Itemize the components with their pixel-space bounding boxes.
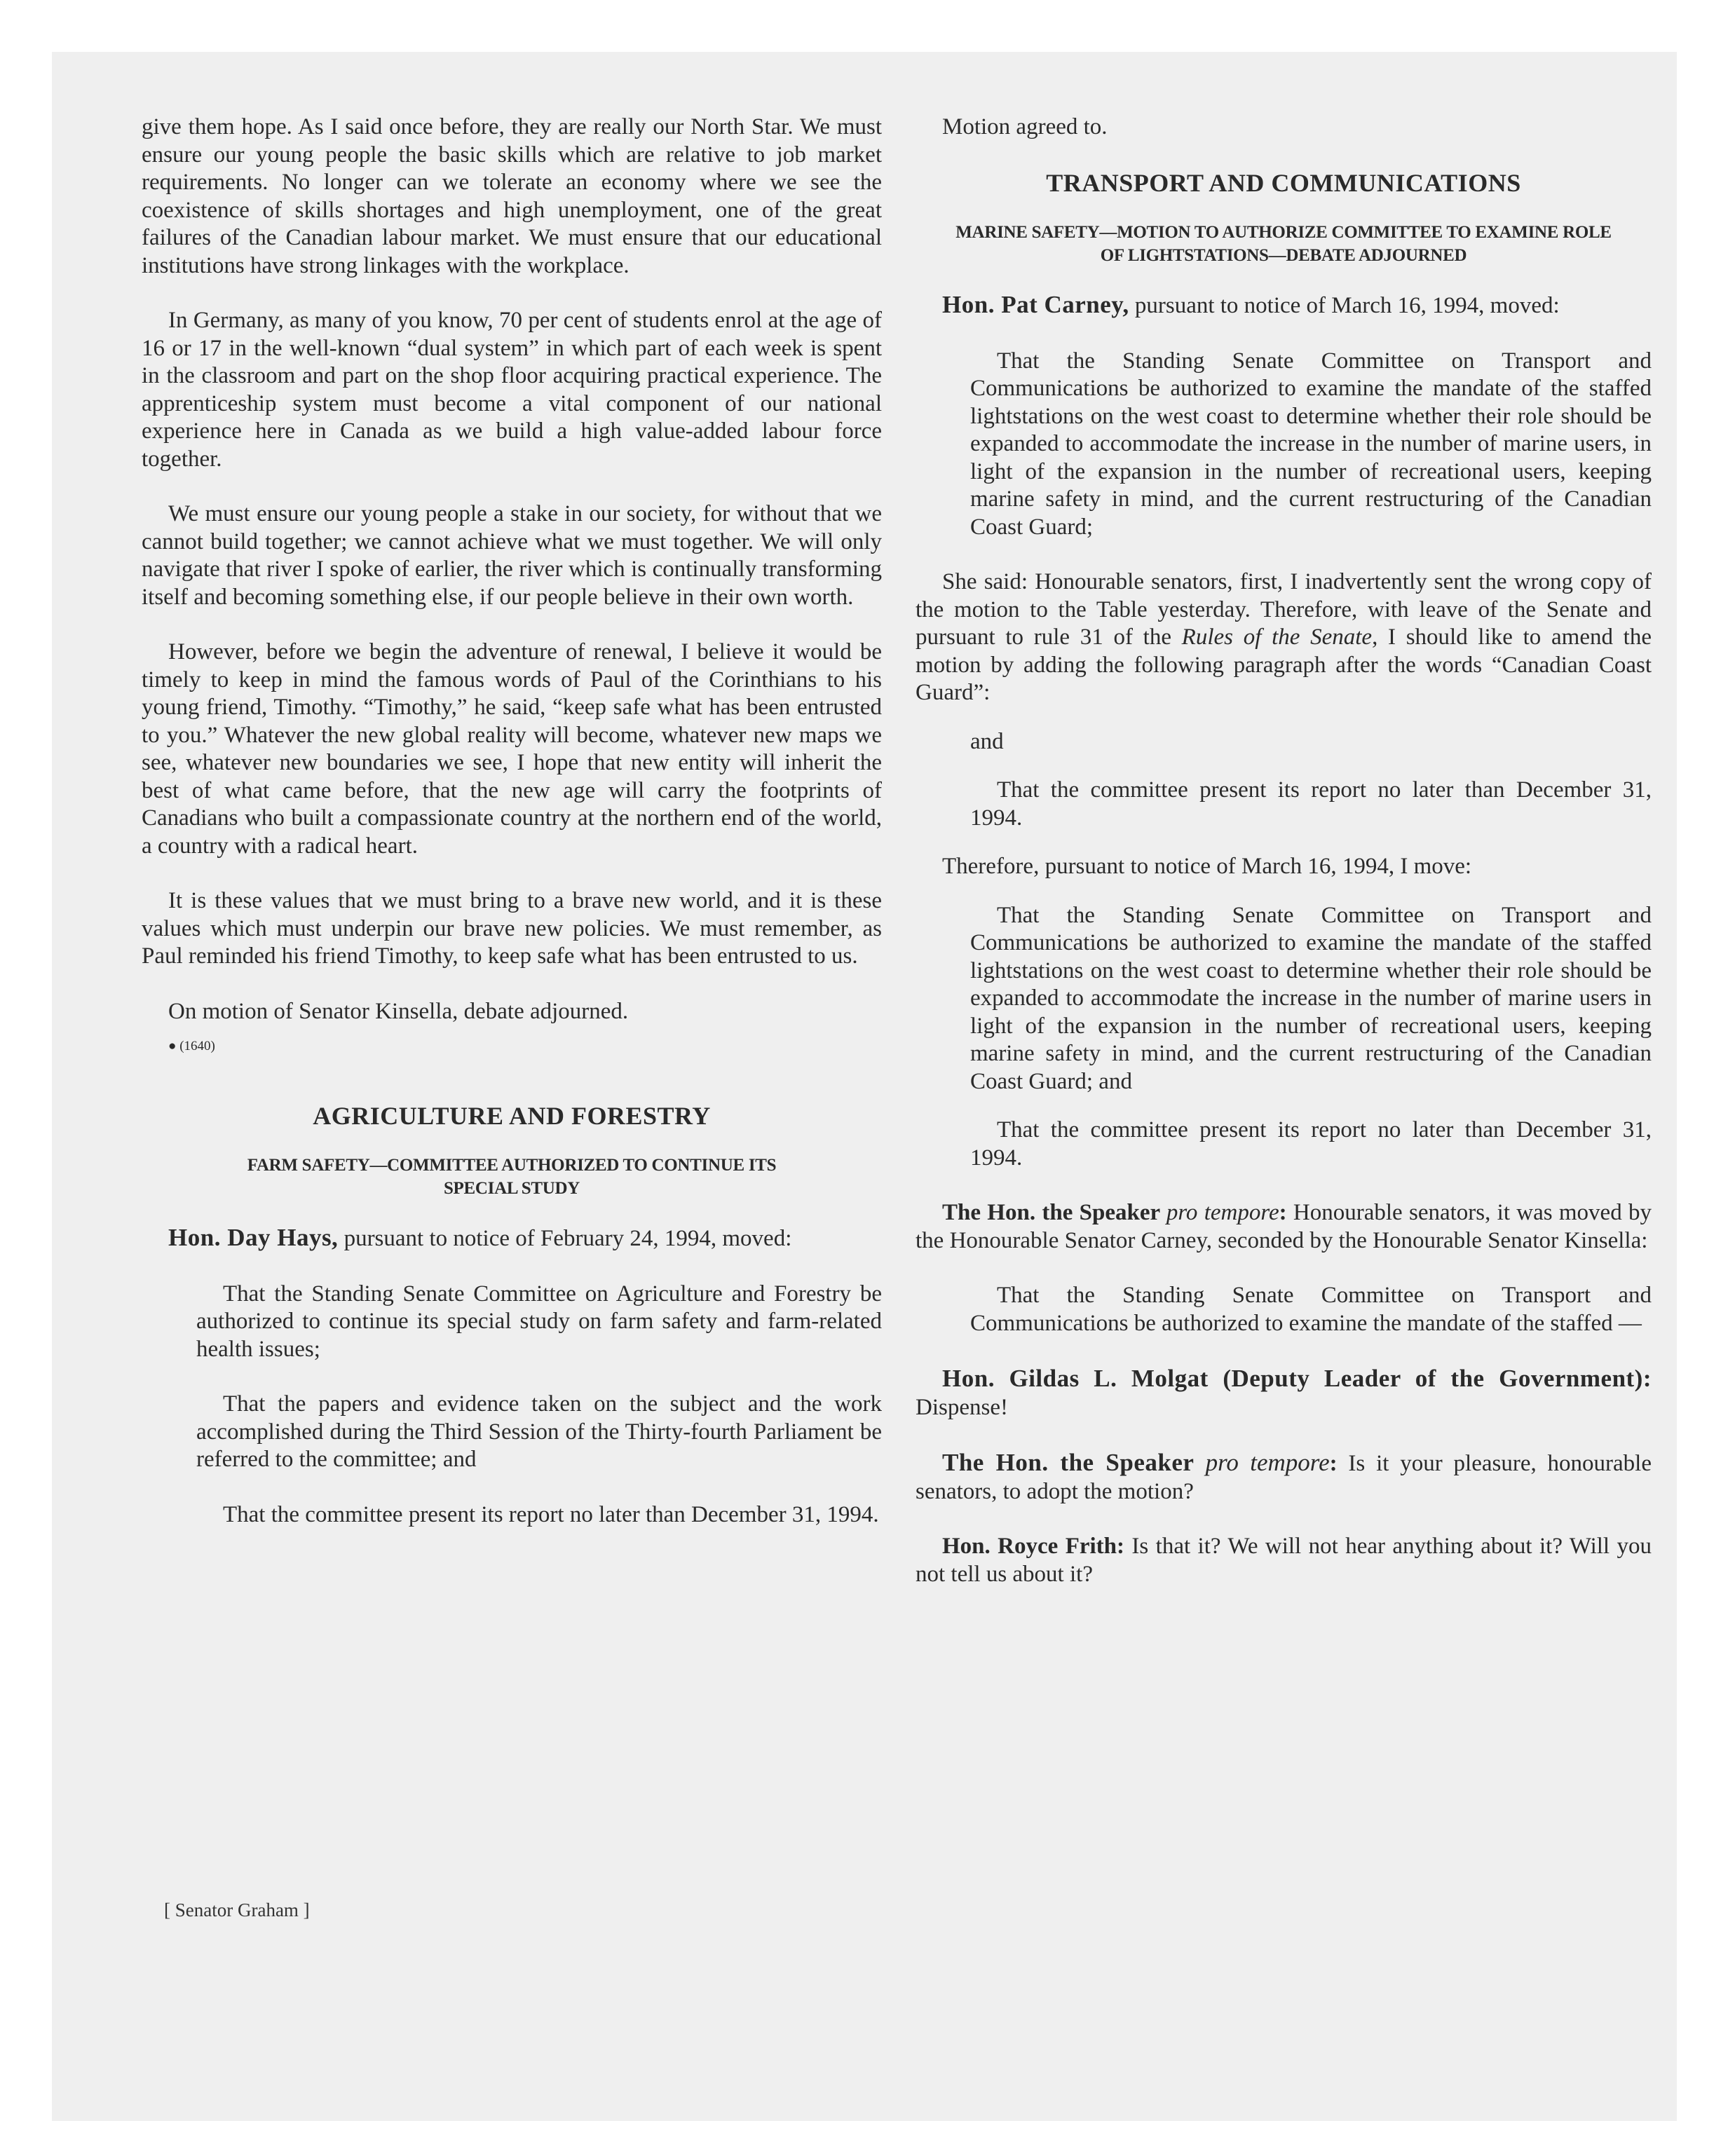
section-heading: AGRICULTURE AND FORESTRY (313, 1101, 711, 1130)
paragraph: give them hope. As I said once before, they are really our North Star. We must ensure our young people the basic skills which are relative to job market requirements. No longer can we tolerate an economy where we see the coexistence of skills shortages and high unemployment, one of the great failures of the Canadian labour market. We must ensure that our educational institutions have strong linkages with the workplace. (142, 114, 882, 278)
section-heading: TRANSPORT AND COMMUNICATIONS (1046, 168, 1521, 197)
speaker-paragraph: The Hon. the Speaker pro tempore: Is it your pleasure, honourable senators, to adopt the motion? (916, 1449, 1652, 1504)
paragraph: In Germany, as many of you know, 70 per cent of students enrol at the age of 16 or 17 in the well-known “dual system” in which part of each week is spent in the classroom and part on the shop floor acquiring practical experience. The apprenticeship system must become a vital component of our national experience here in Canada as we build a high value-added labour force together. (142, 308, 882, 472)
motion-text: and (970, 728, 1004, 754)
time-marker: ● (1640) (168, 1039, 215, 1053)
motion-text: That the Standing Senate Committee on Transport and Communications be authorized to examine the mandate of the staffed lightstations on the west coast to determine whether their role should be expanded to accommodate the increase in the number of marine users, in light of the expansion in the number of recreational users, keeping marine safety in mind, and the current restructuring of the Canadian Coast Guard; (970, 348, 1652, 540)
paragraph: She said: Honourable senators, first, I inadvertently sent the wrong copy of the motion to the Table yesterday. Therefore, with leave of the Senate and pursuant to rule 31 of the Rules of the Senate, I should like to amend the motion by adding the following paragraph after the words “Canadian Coast Guard”: (916, 569, 1652, 705)
speaker-paragraph: Hon. Day Hays, pursuant to notice of February 24, 1994, moved: (168, 1224, 792, 1251)
motion-text: That the Standing Senate Committee on Transport and Communications be authorized to examine the mandate of the staffed — (970, 1283, 1652, 1336)
speaker-name: Hon. Pat Carney, (942, 291, 1129, 318)
speaker-name: Hon. Royce Frith: (942, 1534, 1125, 1559)
speaker-paragraph: Hon. Royce Frith: Is that it? We will not hear anything about it? Will you not tell us about it? (916, 1534, 1652, 1587)
section-subheading: FARM SAFETY—COMMITTEE AUTHORIZED TO CONTINUE ITS SPECIAL STUDY (247, 1156, 777, 1198)
speaker-paragraph: Hon. Pat Carney, pursuant to notice of March 16, 1994, moved: (942, 291, 1560, 318)
speaker-paragraph: The Hon. the Speaker pro tempore: Honourable senators, it was moved by the Honourable Senator Carney, seconded by the Honourable Senator Kinsella: (916, 1200, 1652, 1253)
paragraph: Therefore, pursuant to notice of March 16, 1994, I move: (942, 854, 1472, 879)
right-column (916, 114, 1652, 1616)
speaker-paragraph: Hon. Gildas L. Molgat (Deputy Leader of the Government): Dispense! (916, 1365, 1652, 1420)
motion-text: That the Standing Senate Committee on Transport and Communications be authorized to examine the mandate of the staffed lightstations on the west coast to determine whether their role should be expanded to accommodate the increase in the number of marine users in light of the expansion in the number of recreational users, keeping marine safety in mind, and the current restructuring of the Canadian Coast Guard; and (970, 902, 1652, 1094)
paragraph: It is these values that we must bring to a brave new world, and it is these values which must underpin our brave new policies. We must remember, as Paul reminded his friend Timothy, to keep safe what has been entrusted to us. (142, 888, 882, 969)
section-subheading: MARINE SAFETY—MOTION TO AUTHORIZE COMMITTEE TO EXAMINE ROLE OF LIGHTSTATIONS—DEBATE ADJOURNED (955, 223, 1612, 265)
speaker-name: The Hon. the Speaker (942, 1200, 1166, 1225)
paragraph: However, before we begin the adventure of renewal, I believe it would be timely to keep in mind the famous words of Paul of the Corinthians to his young friend, Timothy. “Timothy,” he said, “keep safe what has been entrusted to you.” Whatever the new global reality will become, whatever new maps we see, whatever new boundaries we see, I hope that new entity will inherit the best of what came before, that the new age will carry the footprints of Canadians who built a compassionate country at the northern end of the world, a country with a radical heart. (142, 639, 882, 859)
motion-text: That the committee present its report no later than December 31, 1994. (970, 1117, 1652, 1171)
motion-text: That the Standing Senate Committee on Agriculture and Forestry be authorized to continue its special study on farm safety and farm-related health issues; (196, 1281, 882, 1362)
paragraph: On motion of Senator Kinsella, debate adjourned. (168, 998, 629, 1024)
paragraph: We must ensure our young people a stake in our society, for without that we cannot build together; we cannot achieve what we must together. We will only navigate that river I spoke of earlier, the river which is continually transforming itself and becoming something else, if our people believe in their own worth. (142, 501, 882, 610)
speaker-name: Hon. Gildas L. Molgat (Deputy Leader of the Government): (942, 1365, 1652, 1392)
speaker-name: The Hon. the Speaker (942, 1449, 1206, 1476)
speaker-name: Hon. Day Hays, (168, 1224, 339, 1251)
left-column (142, 114, 882, 1556)
paragraph: Motion agreed to. (942, 114, 1108, 139)
motion-text: That the papers and evidence taken on the subject and the work accomplished during the Third Session of the Thirty-fourth Parliament be referred to the committee; and (196, 1391, 882, 1472)
motion-text: That the committee present its report no later than December 31, 1994. (970, 777, 1652, 831)
motion-text: That the committee present its report no later than December 31, 1994. (223, 1501, 879, 1527)
page-footer: [ Senator Graham ] (164, 1899, 310, 1920)
page (52, 52, 1677, 2121)
